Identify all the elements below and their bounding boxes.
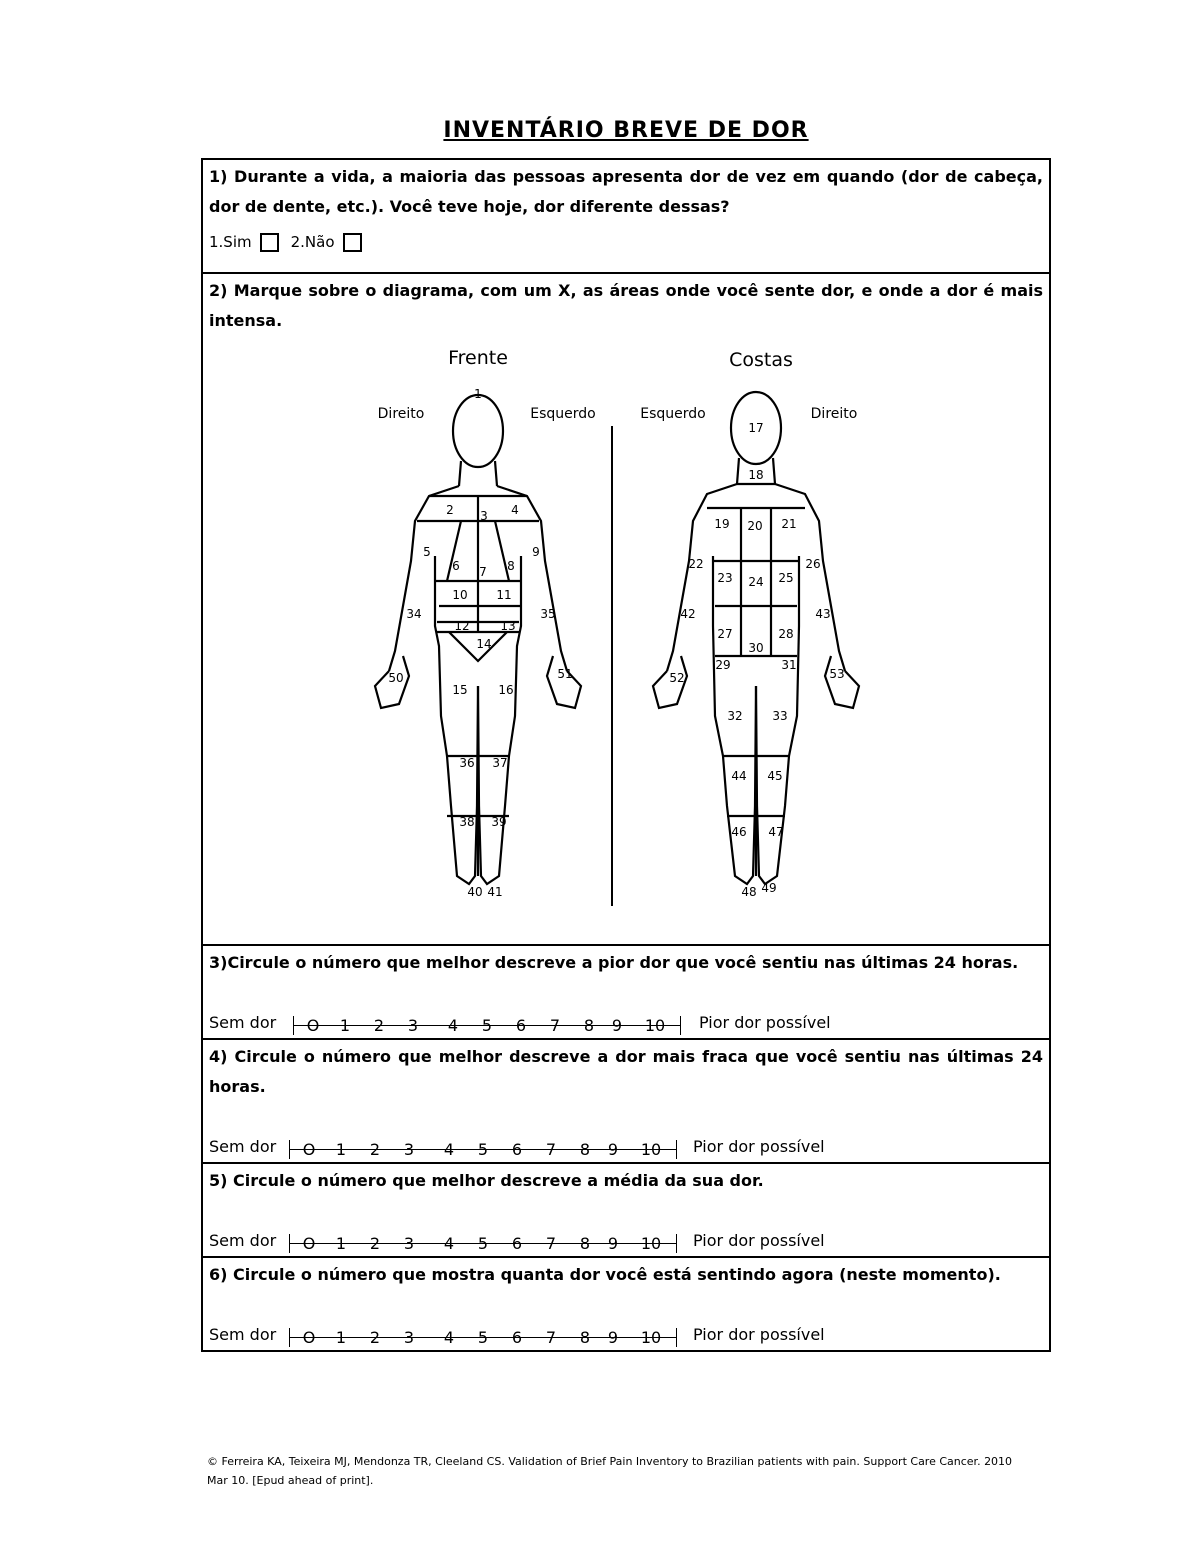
svg-text:12: 12 xyxy=(454,619,470,633)
svg-text:51: 51 xyxy=(557,667,573,681)
scale-number-0[interactable]: O xyxy=(302,1234,316,1253)
scale-number-6[interactable]: 6 xyxy=(511,1234,523,1253)
svg-text:48: 48 xyxy=(741,885,757,899)
front-label: Frente xyxy=(448,347,508,369)
question-4-text: 4) Circule o número que melhor descreve a dor mais fraca que você sentiu nas últimas 24 horas. xyxy=(209,1047,1043,1096)
scale-number-8[interactable]: 8 xyxy=(579,1234,591,1253)
scale-number-9[interactable]: 9 xyxy=(607,1328,619,1347)
scale-number-5[interactable]: 5 xyxy=(477,1234,489,1253)
scale-number-2[interactable]: 2 xyxy=(369,1234,381,1253)
scale-right-label: Pior dor possível xyxy=(693,1137,825,1156)
scale-right-label: Pior dor possível xyxy=(693,1231,825,1250)
svg-text:38: 38 xyxy=(459,815,475,829)
svg-text:32: 32 xyxy=(727,709,743,723)
scale-number-1[interactable]: 1 xyxy=(335,1140,347,1159)
body-diagram[interactable] xyxy=(203,336,1049,946)
back-figure[interactable] xyxy=(653,392,859,884)
question-1-text: 1) Durante a vida, a maioria das pessoas apresenta dor de vez em quando (dor de cabeça, dor de dente, etc.). Você teve hoje, dor diferente dessas? xyxy=(209,167,1043,216)
svg-text:28: 28 xyxy=(778,627,794,641)
scale-number-3[interactable]: 3 xyxy=(403,1140,415,1159)
svg-text:39: 39 xyxy=(491,815,507,829)
svg-text:3: 3 xyxy=(480,509,488,523)
scale-number-10[interactable]: 10 xyxy=(644,1016,666,1035)
scale-number-8[interactable]: 8 xyxy=(579,1140,591,1159)
svg-text:46: 46 xyxy=(731,825,747,839)
svg-text:40: 40 xyxy=(467,885,483,899)
scale-number-7[interactable]: 7 xyxy=(545,1234,557,1253)
scale-q6 xyxy=(203,1290,1049,1350)
scale-number-6[interactable]: 6 xyxy=(511,1328,523,1347)
body-map[interactable] xyxy=(203,336,1049,946)
scale-left-label: Sem dor xyxy=(209,1137,277,1156)
scale-left-label: Sem dor xyxy=(209,1231,277,1250)
svg-text:50: 50 xyxy=(388,671,404,685)
scale-q5 xyxy=(203,1196,1049,1256)
question-5-section xyxy=(203,1166,1049,1258)
svg-text:41: 41 xyxy=(487,885,503,899)
back-label: Costas xyxy=(729,349,793,371)
scale-q4 xyxy=(203,1102,1049,1162)
scale-right-label: Pior dor possível xyxy=(693,1325,825,1344)
question-6-section xyxy=(203,1260,1049,1350)
scale-number-2[interactable]: 2 xyxy=(369,1328,381,1347)
svg-text:19: 19 xyxy=(714,517,730,531)
scale-number-2[interactable]: 2 xyxy=(369,1140,381,1159)
scale-number-5[interactable]: 5 xyxy=(477,1140,489,1159)
svg-text:24: 24 xyxy=(748,575,764,589)
svg-text:15: 15 xyxy=(452,683,468,697)
scale-number-1[interactable]: 1 xyxy=(339,1016,351,1035)
svg-text:27: 27 xyxy=(717,627,733,641)
front-right-label: Direito xyxy=(377,406,425,422)
svg-text:34: 34 xyxy=(406,607,422,621)
back-right-label: Direito xyxy=(810,406,858,422)
scale-right-label: Pior dor possível xyxy=(699,1013,831,1032)
svg-text:2: 2 xyxy=(446,503,454,517)
svg-text:49: 49 xyxy=(761,881,777,895)
scale-number-6[interactable]: 6 xyxy=(511,1140,523,1159)
option-yes-label: 1.Sim xyxy=(209,233,252,251)
scale-number-4[interactable]: 4 xyxy=(443,1234,455,1253)
svg-text:43: 43 xyxy=(815,607,831,621)
question-4-section xyxy=(203,1042,1049,1164)
front-left-label: Esquerdo xyxy=(530,406,596,422)
scale-number-4[interactable]: 4 xyxy=(443,1140,455,1159)
question-3-section xyxy=(203,948,1049,1040)
scale-number-5[interactable]: 5 xyxy=(481,1016,493,1035)
scale-number-8[interactable]: 8 xyxy=(583,1016,595,1035)
svg-text:4: 4 xyxy=(511,503,519,517)
svg-text:30: 30 xyxy=(748,641,764,655)
question-2-section xyxy=(203,276,1049,946)
pain-inventory-form xyxy=(201,158,1051,1352)
scale-q3 xyxy=(203,978,1049,1038)
svg-text:9: 9 xyxy=(532,545,540,559)
svg-text:22: 22 xyxy=(688,557,704,571)
svg-text:36: 36 xyxy=(459,756,475,770)
scale-number-9[interactable]: 9 xyxy=(607,1140,619,1159)
scale-number-7[interactable]: 7 xyxy=(549,1016,561,1035)
scale-number-4[interactable]: 4 xyxy=(447,1016,459,1035)
question-1-section xyxy=(203,162,1049,274)
scale-number-10[interactable]: 10 xyxy=(640,1328,662,1347)
scale-number-8[interactable]: 8 xyxy=(579,1328,591,1347)
page-title: INVENTÁRIO BREVE DE DOR xyxy=(443,118,809,143)
scale-number-10[interactable]: 10 xyxy=(640,1234,662,1253)
svg-text:31: 31 xyxy=(781,658,797,672)
svg-text:29: 29 xyxy=(715,658,731,672)
scale-number-0[interactable]: O xyxy=(302,1328,316,1347)
svg-text:18: 18 xyxy=(748,468,764,482)
svg-text:17: 17 xyxy=(748,421,764,435)
option-no-label: 2.Não xyxy=(290,233,335,251)
svg-text:25: 25 xyxy=(778,571,794,585)
scale-number-9[interactable]: 9 xyxy=(611,1016,623,1035)
scale-number-7[interactable]: 7 xyxy=(545,1140,557,1159)
scale-number-4[interactable]: 4 xyxy=(443,1328,455,1347)
yes-checkbox[interactable] xyxy=(260,233,279,252)
svg-text:6: 6 xyxy=(452,559,460,573)
svg-text:13: 13 xyxy=(500,619,516,633)
svg-text:16: 16 xyxy=(498,683,514,697)
svg-text:37: 37 xyxy=(492,756,508,770)
option-yes[interactable] xyxy=(209,233,279,252)
citation-footer: © Ferreira KA, Teixeira MJ, Mendonza TR, Cleeland CS. Validation of Brief Pain Inventory to Brazilian patients with pain. Support Care Cancer. 2010 Mar 10. [Epud ahead of print]. xyxy=(207,1455,1013,1487)
question-1-options xyxy=(209,224,1043,260)
svg-text:11: 11 xyxy=(496,588,512,602)
option-no[interactable] xyxy=(291,233,362,252)
question-2-text: 2) Marque sobre o diagrama, com um X, as áreas onde você sente dor, e onde a dor é mais intensa. xyxy=(209,281,1043,330)
scale-number-3[interactable]: 3 xyxy=(403,1328,415,1347)
svg-text:10: 10 xyxy=(452,588,468,602)
scale-number-1[interactable]: 1 xyxy=(335,1234,347,1253)
question-3-text: 3)Circule o número que melhor descreve a pior dor que você sentiu nas últimas 24 horas. xyxy=(209,953,1019,972)
svg-text:26: 26 xyxy=(805,557,821,571)
svg-text:44: 44 xyxy=(731,769,747,783)
svg-text:21: 21 xyxy=(781,517,797,531)
scale-number-3[interactable]: 3 xyxy=(403,1234,415,1253)
svg-text:8: 8 xyxy=(507,559,515,573)
svg-text:1: 1 xyxy=(474,387,482,401)
scale-left-label: Sem dor xyxy=(209,1325,277,1344)
scale-number-6[interactable]: 6 xyxy=(515,1016,527,1035)
svg-text:52: 52 xyxy=(669,671,685,685)
scale-left-label: Sem dor xyxy=(209,1013,277,1032)
svg-text:42: 42 xyxy=(680,607,696,621)
scale-number-3[interactable]: 3 xyxy=(407,1016,419,1035)
svg-text:20: 20 xyxy=(747,519,763,533)
scale-number-2[interactable]: 2 xyxy=(373,1016,385,1035)
scale-number-1[interactable]: 1 xyxy=(335,1328,347,1347)
svg-text:45: 45 xyxy=(767,769,783,783)
svg-text:33: 33 xyxy=(772,709,788,723)
question-6-text: 6) Circule o número que mostra quanta dor você está sentindo agora (neste momento). xyxy=(209,1265,1001,1284)
scale-number-0[interactable]: O xyxy=(306,1016,320,1035)
svg-text:23: 23 xyxy=(717,571,733,585)
scale-number-9[interactable]: 9 xyxy=(607,1234,619,1253)
scale-number-0[interactable]: O xyxy=(302,1140,316,1159)
scale-number-5[interactable]: 5 xyxy=(477,1328,489,1347)
svg-text:47: 47 xyxy=(768,825,784,839)
question-5-text: 5) Circule o número que melhor descreve a média da sua dor. xyxy=(209,1171,764,1190)
svg-text:53: 53 xyxy=(829,667,845,681)
scale-number-10[interactable]: 10 xyxy=(640,1140,662,1159)
svg-text:14: 14 xyxy=(476,637,492,651)
svg-text:7: 7 xyxy=(479,565,487,579)
svg-text:5: 5 xyxy=(423,545,431,559)
svg-text:35: 35 xyxy=(540,607,556,621)
scale-number-7[interactable]: 7 xyxy=(545,1328,557,1347)
no-checkbox[interactable] xyxy=(343,233,362,252)
back-left-label: Esquerdo xyxy=(640,406,706,422)
